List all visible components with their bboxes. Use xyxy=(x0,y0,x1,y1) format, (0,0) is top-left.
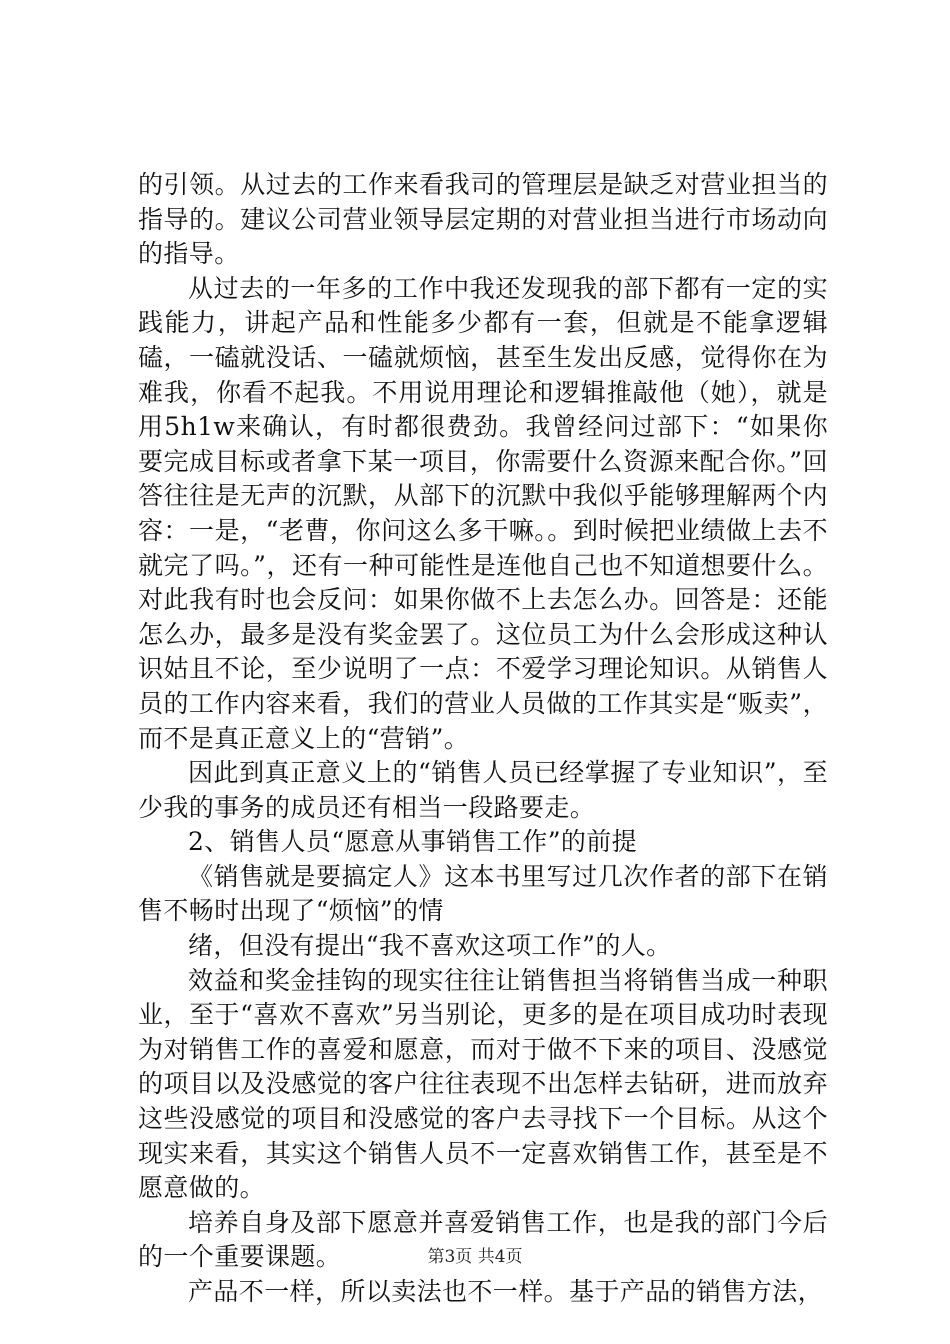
paragraph-3: 因此到真正意义上的“销售人员已经掌握了专业知识”，至少我的事务的成员还有相当一段路要走。 xyxy=(138,758,828,822)
paragraph-2: 从过去的一年多的工作中我还发现我的部下都有一定的实践能力，讲起产品和性能多少都有一套，但就是不能拿逻辑磕，一磕就没话、一磕就烦恼，甚至生发出反感，觉得你在为难我，你看不起我。不用说用理论和逻辑推敲他（她），就是用5h1w来确认，有时都很费劲。我曾经问过部下：“如果你要完成目标或者拿下某一项目，你需要什么资源来配合你。”回答往往是无声的沉默，从部下的沉默中我似乎能够理解两个内容：一是，“老曹，你问这么多干嘛。。到时候把业绩做上去不就完了吗。”，还有一种可能性是连他自己也不知道想要什么。对此我有时也会反问：如果你做不上去怎么办。回答是：还能怎么办，最多是没有奖金罢了。这位员工为什么会形成这种认识姑且不论，至少说明了一点：不爱学习理论知识。从销售人员的工作内容来看，我们的营业人员做的工作其实是“贩卖”，而不是真正意义上的“营销”。 xyxy=(138,273,828,753)
paragraph-1: 的引领。从过去的工作来看我司的管理层是缺乏对营业担当的指导的。建议公司营业领导层定期的对营业担当进行市场动向的指导。 xyxy=(138,170,828,269)
paragraph-8: 产品不一样，所以卖法也不一样。基于产品的销售方法， xyxy=(188,1277,824,1306)
paragraph-4: 《销售就是要搞定人》这本书里写过几次作者的部下在销售不畅时出现了“烦恼”的情 xyxy=(138,861,828,926)
section-heading: 2、销售人员“愿意从事销售工作”的前提 xyxy=(188,827,638,857)
paragraph-7: 培养自身及部下愿意并喜爱销售工作，也是我的部门今后的一个重要课题。 xyxy=(138,1207,828,1272)
page-footer: 第3页 共4页 xyxy=(427,1247,523,1267)
paragraph-5: 绪，但没有提出“我不喜欢这项工作”的人。 xyxy=(188,931,672,961)
paragraph-6: 效益和奖金挂钩的现实往往让销售担当将销售当成一种职业，至于“喜欢不喜欢”另当别论，更多的是在项目成功时表现为对销售工作的喜爱和愿意，而对于做不下来的项目、没感觉的项目以及没感觉的客户往往表现不出怎样去钻研，进而放弃这些没感觉的项目和没感觉的客户去寻找下一个目标。从这个现实来看，其实这个销售人员不一定喜欢销售工作，甚至是不愿意做的。 xyxy=(138,965,828,1203)
document-body xyxy=(138,168,828,1310)
